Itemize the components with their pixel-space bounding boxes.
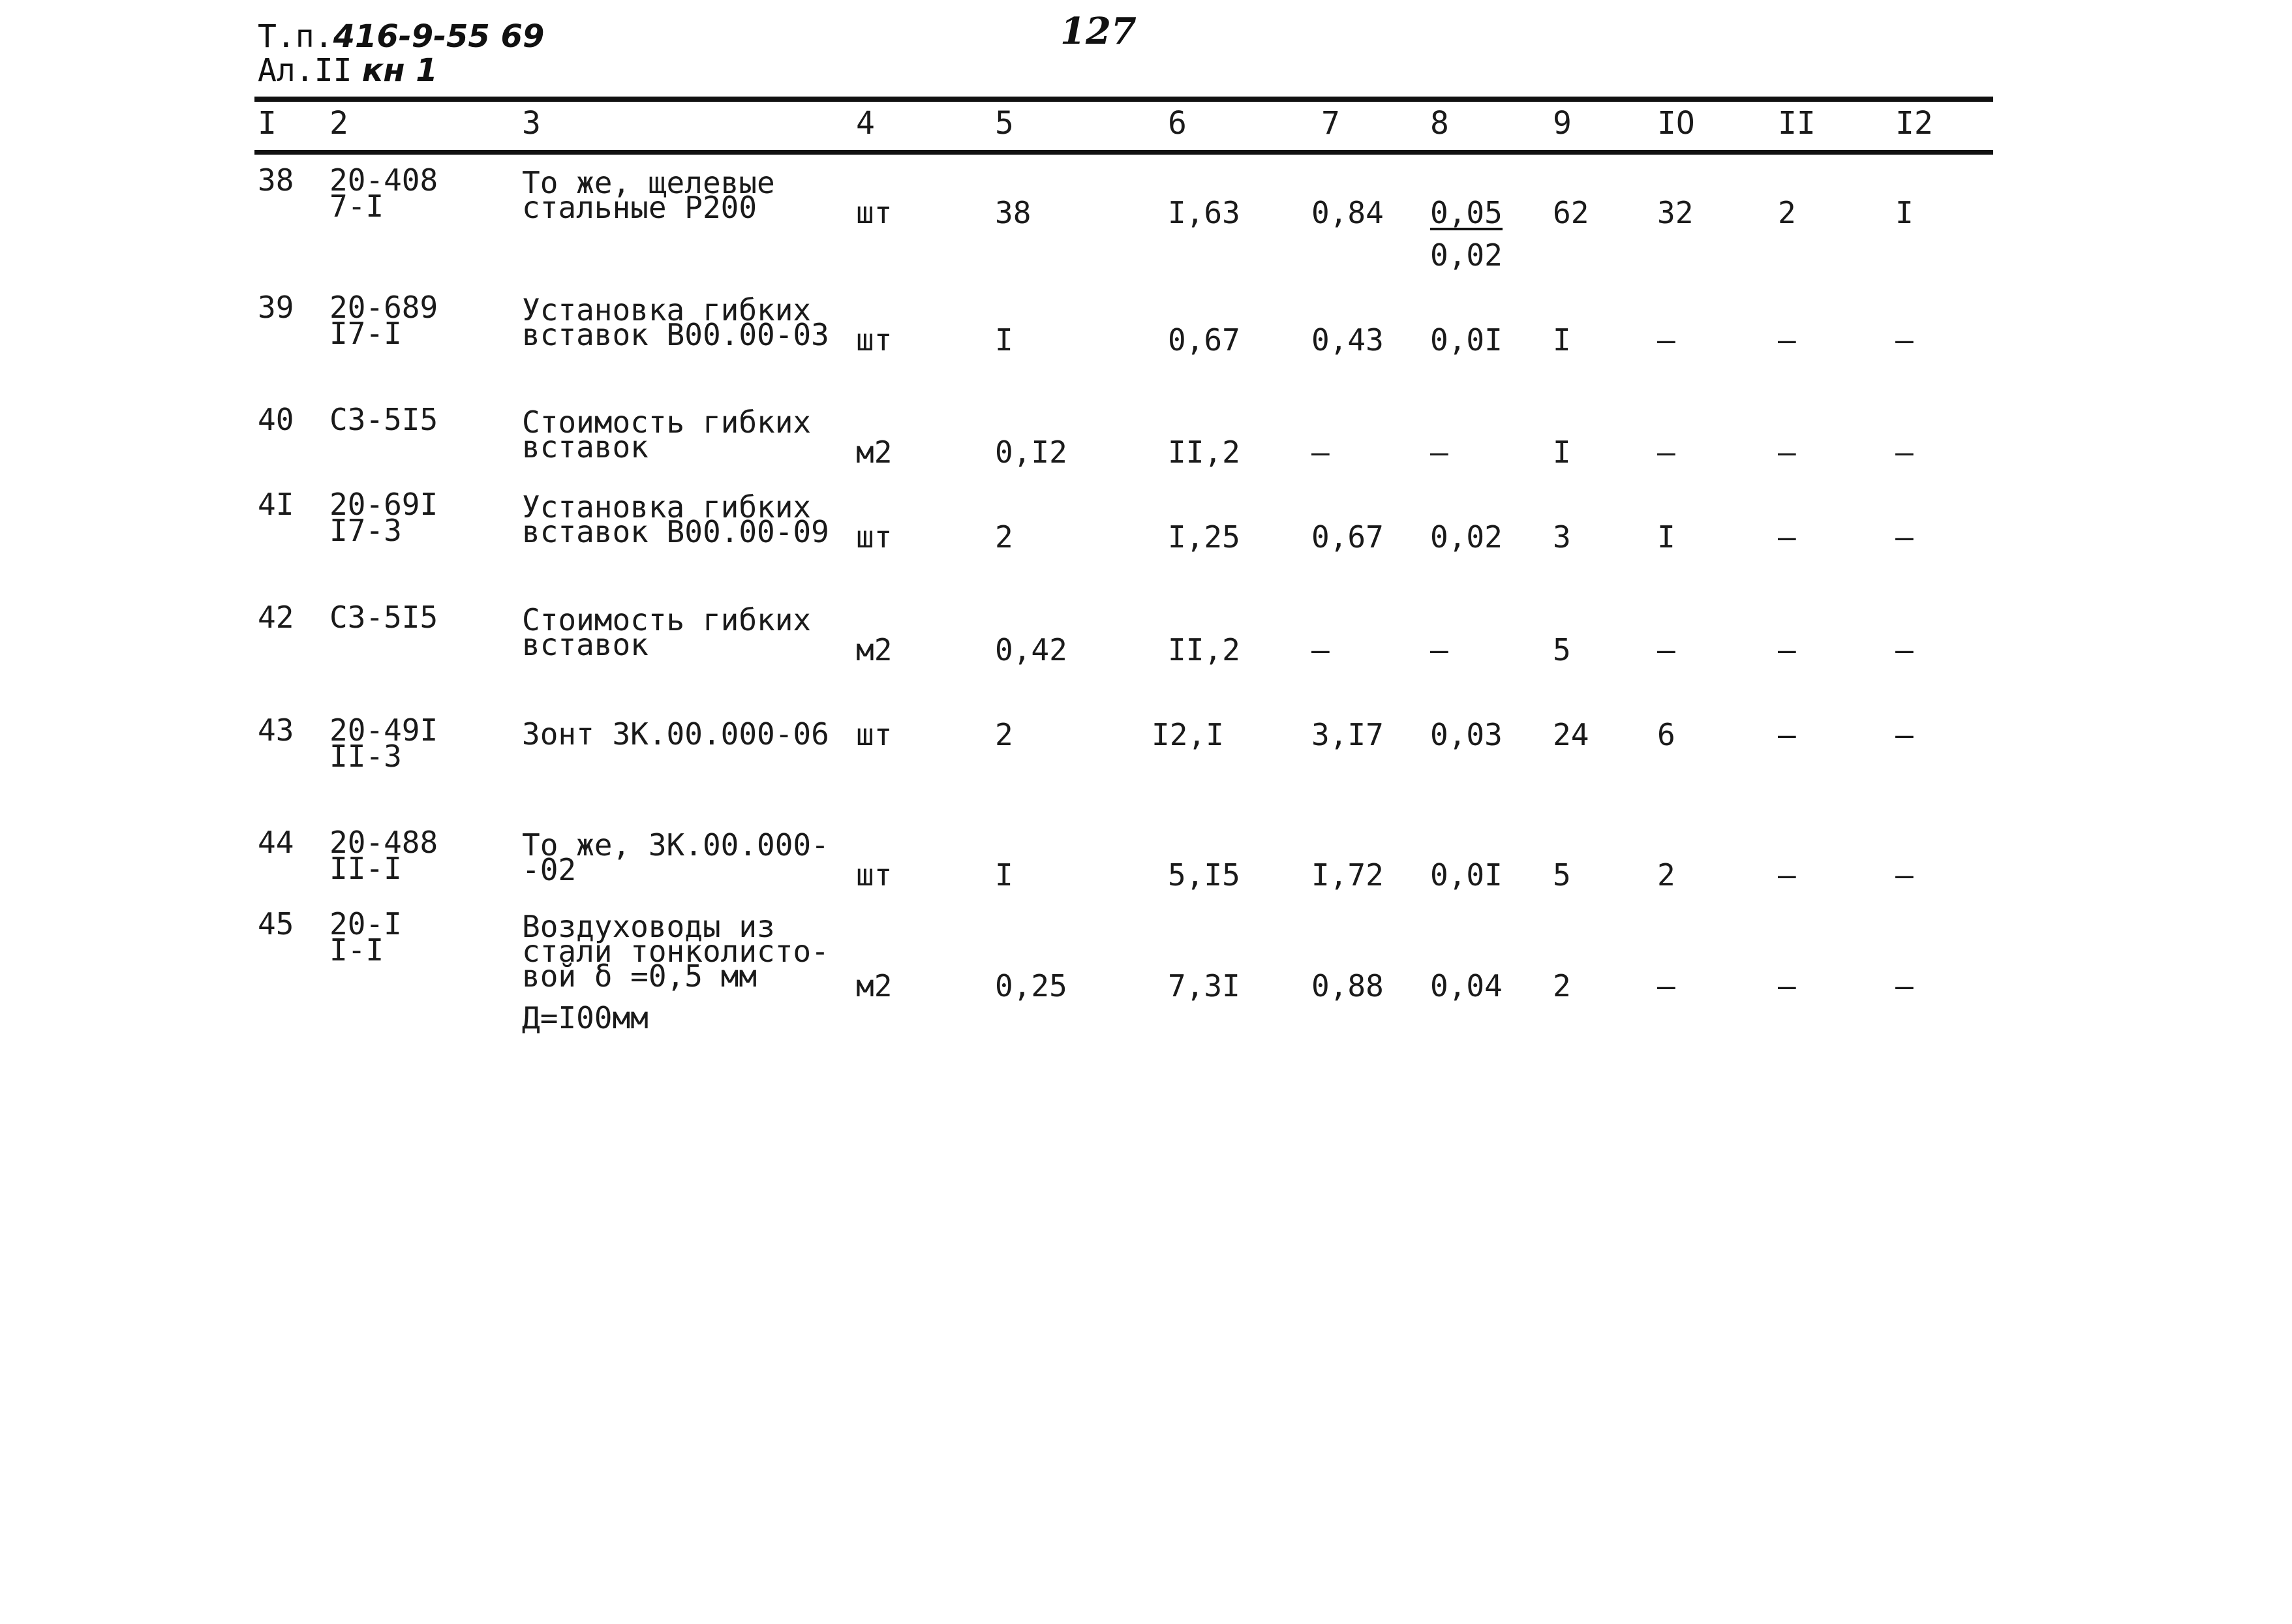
row-description: -02 — [522, 852, 577, 887]
row-col7: 0,67 — [1311, 519, 1384, 555]
row-col12: – — [1895, 857, 1914, 893]
row-col10: 32 — [1657, 195, 1694, 230]
row-col6: I,25 — [1168, 519, 1240, 555]
row-code: II-I — [329, 851, 402, 886]
row-col8: – — [1430, 435, 1448, 470]
row-description: То же, щелевые — [522, 165, 775, 200]
row-col6: 7,3I — [1168, 968, 1240, 1004]
row-col9: 24 — [1553, 717, 1589, 752]
row-code: I7-3 — [329, 513, 402, 548]
row-col8: 0,0I — [1430, 322, 1503, 358]
row-col11: – — [1778, 968, 1796, 1004]
row-col10: 6 — [1657, 717, 1675, 752]
row-description: Стоимость гибких — [522, 602, 812, 637]
row-col7: 3,I7 — [1311, 717, 1384, 752]
col-header-2: 2 — [329, 105, 348, 142]
album-prefix: Ал.II — [258, 52, 352, 89]
row-qty: 0,42 — [995, 632, 1067, 667]
row-unit: шт — [856, 322, 893, 358]
row-description: Воздуховоды из — [522, 909, 775, 944]
row-unit: м2 — [856, 968, 893, 1004]
col-header-6: 6 — [1168, 105, 1187, 142]
row-description: вставок — [522, 429, 649, 465]
row-unit: шт — [856, 857, 893, 893]
row-number: 44 — [258, 825, 294, 860]
row-col12: I — [1895, 195, 1914, 230]
row-col11: – — [1778, 519, 1796, 555]
row-number: 38 — [258, 162, 294, 198]
row-description: вставок В00.00-03 — [522, 317, 829, 352]
row-col11: – — [1778, 322, 1796, 358]
table-top-rule — [254, 97, 1993, 102]
row-description: вставок — [522, 627, 649, 662]
row-col12: – — [1895, 717, 1914, 752]
row-description: Зонт ЗК.00.000-06 — [522, 716, 829, 752]
row-col12: – — [1895, 322, 1914, 358]
row-qty: 0,25 — [995, 968, 1067, 1004]
row-col8: 0,05 — [1430, 195, 1503, 230]
row-col7: 0,84 — [1311, 195, 1384, 230]
row-col6: II,2 — [1168, 632, 1240, 667]
col-header-4: 4 — [856, 105, 875, 142]
row-code: 20-I — [329, 906, 402, 942]
row-col11: – — [1778, 857, 1796, 893]
row-col6: I,63 — [1168, 195, 1240, 230]
album-handwritten-suffix: кн 1 — [361, 52, 438, 89]
row-description: Д=I00мм — [522, 1000, 649, 1035]
col-header-5: 5 — [995, 105, 1014, 142]
row-col7: – — [1311, 435, 1330, 470]
row-unit: шт — [856, 717, 893, 752]
row-col7: 0,88 — [1311, 968, 1384, 1004]
row-unit: шт — [856, 195, 893, 230]
row-col9: 62 — [1553, 195, 1589, 230]
row-col6: I2,I — [1152, 717, 1224, 752]
col-header-9: 9 — [1553, 105, 1572, 142]
row-qty: I — [995, 322, 1013, 358]
col-header-8: 8 — [1430, 105, 1449, 142]
row-description: То же, ЗК.00.000- — [522, 827, 829, 863]
row-col12: – — [1895, 968, 1914, 1004]
row-number: 45 — [258, 906, 294, 942]
row-col12: – — [1895, 632, 1914, 667]
col-header-12: I2 — [1895, 105, 1933, 142]
row-code: 20-69I — [329, 487, 438, 522]
page-number: 127 — [1060, 10, 1137, 53]
stamp-handwritten-number: 416-9-55 69 — [333, 18, 545, 55]
row-description: вставок В00.00-09 — [522, 514, 829, 549]
row-col9: 5 — [1553, 857, 1571, 893]
row-unit: м2 — [856, 435, 893, 470]
row-number: 43 — [258, 712, 294, 748]
row-code: С3-5I5 — [329, 402, 438, 437]
row-code: 20-488 — [329, 825, 438, 860]
row-description: стальные Р200 — [522, 190, 757, 225]
row-col8: 0,03 — [1430, 717, 1503, 752]
row-col11: 2 — [1778, 195, 1796, 230]
stamp-number — [258, 18, 544, 55]
row-col8: 0,04 — [1430, 968, 1503, 1004]
row-code: II-3 — [329, 739, 402, 774]
row-col8-secondary: 0,02 — [1430, 237, 1503, 273]
row-col9: 3 — [1553, 519, 1571, 555]
row-code: 20-408 — [329, 162, 438, 198]
row-code: 7-I — [329, 189, 384, 224]
row-col10: – — [1657, 435, 1675, 470]
row-number: 42 — [258, 600, 294, 635]
row-unit: шт — [856, 519, 893, 555]
row-col12: – — [1895, 519, 1914, 555]
row-number: 39 — [258, 290, 294, 325]
row-col6: II,2 — [1168, 435, 1240, 470]
row-col7: I,72 — [1311, 857, 1384, 893]
row-code: С3-5I5 — [329, 600, 438, 635]
row-code: I-I — [329, 932, 384, 968]
row-col8: – — [1430, 632, 1448, 667]
album-label — [258, 52, 438, 89]
col-header-1: I — [258, 105, 277, 142]
row-qty: 2 — [995, 519, 1013, 555]
row-description: Установка гибких — [522, 292, 812, 328]
row-code: 20-49I — [329, 712, 438, 748]
row-number: 4I — [258, 487, 294, 522]
row-col7: 0,43 — [1311, 322, 1384, 358]
row-col9: 2 — [1553, 968, 1571, 1004]
row-col11: – — [1778, 632, 1796, 667]
row-qty: 0,I2 — [995, 435, 1067, 470]
row-col9: 5 — [1553, 632, 1571, 667]
row-col11: – — [1778, 717, 1796, 752]
row-code: I7-I — [329, 316, 402, 351]
row-col8: 0,0I — [1430, 857, 1503, 893]
table-header-rule — [254, 150, 1993, 155]
row-col10: I — [1657, 519, 1675, 555]
col-header-10: IO — [1657, 105, 1695, 142]
row-col6: 0,67 — [1168, 322, 1240, 358]
row-col9: I — [1553, 322, 1571, 358]
row-col10: – — [1657, 968, 1675, 1004]
row-description: стали тонколисто- — [522, 934, 829, 969]
row-unit: м2 — [856, 632, 893, 667]
row-col11: – — [1778, 435, 1796, 470]
col-header-7: 7 — [1321, 105, 1340, 142]
col-header-3: 3 — [522, 105, 541, 142]
row-qty: 38 — [995, 195, 1031, 230]
row-col12: – — [1895, 435, 1914, 470]
row-qty: I — [995, 857, 1013, 893]
row-col10: – — [1657, 322, 1675, 358]
row-col10: – — [1657, 632, 1675, 667]
row-code: 20-689 — [329, 290, 438, 325]
row-col7: – — [1311, 632, 1330, 667]
row-qty: 2 — [995, 717, 1013, 752]
col-header-11: II — [1778, 105, 1816, 142]
row-description: Установка гибких — [522, 489, 812, 525]
row-col8: 0,02 — [1430, 519, 1503, 555]
row-description: Стоимость гибких — [522, 405, 812, 440]
stamp-prefix: Т.п. — [258, 18, 333, 55]
row-number: 40 — [258, 402, 294, 437]
row-description: вой δ =0,5 мм — [522, 958, 757, 994]
row-col10: 2 — [1657, 857, 1675, 893]
row-col6: 5,I5 — [1168, 857, 1240, 893]
row-col9: I — [1553, 435, 1571, 470]
